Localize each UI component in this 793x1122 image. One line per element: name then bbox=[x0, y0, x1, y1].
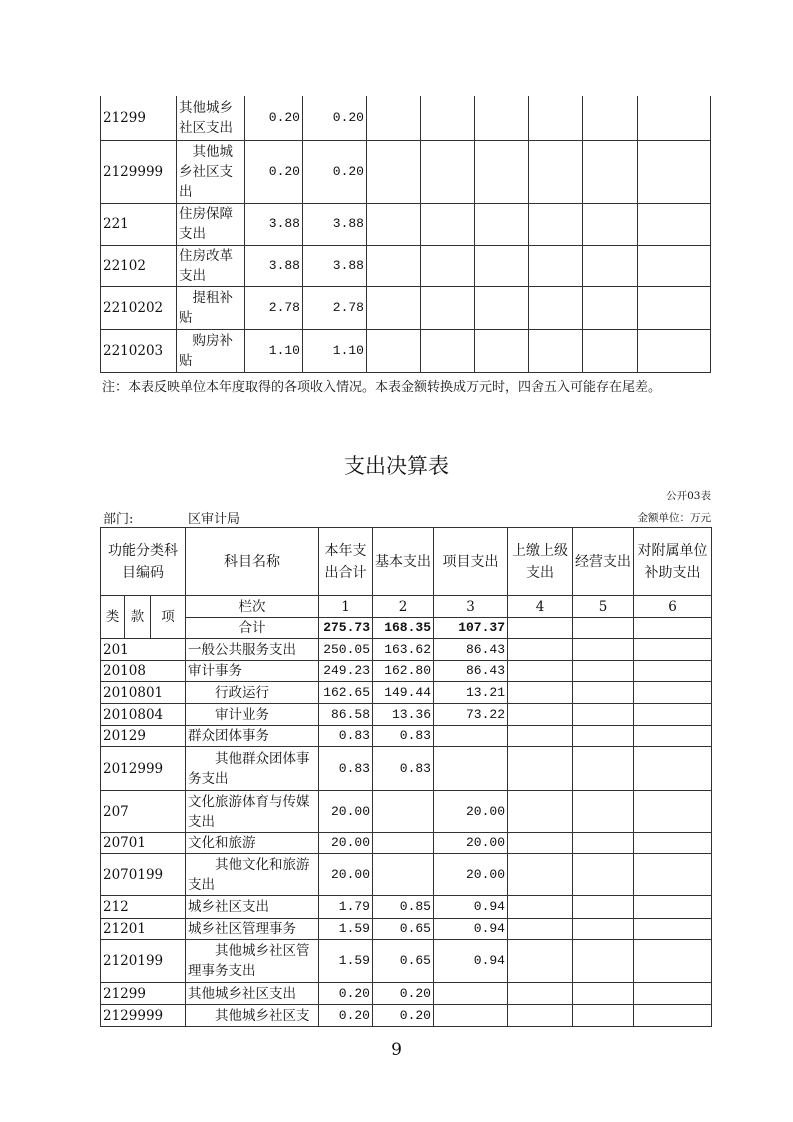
name-cell: 文化和旅游 bbox=[186, 833, 319, 854]
col-label: 栏次 bbox=[186, 596, 319, 618]
table-row bbox=[101, 726, 712, 747]
total-cell: 0.83 bbox=[319, 747, 373, 791]
empty-cell bbox=[508, 791, 573, 833]
table-row bbox=[101, 791, 712, 833]
project-cell: 0.94 bbox=[434, 896, 508, 919]
total-cell: 20.00 bbox=[319, 854, 373, 896]
total-cell: 0.83 bbox=[319, 726, 373, 747]
empty-cell bbox=[634, 919, 712, 940]
project-cell bbox=[434, 1005, 508, 1027]
name-cell: 审计事务 bbox=[186, 661, 319, 682]
empty-cell bbox=[573, 726, 634, 747]
header-project: 项目支出 bbox=[434, 528, 508, 596]
empty-cell bbox=[573, 618, 634, 639]
header-basic: 基本支出 bbox=[373, 528, 434, 596]
col-num: 1 bbox=[319, 596, 373, 618]
code-cell: 2120199 bbox=[101, 940, 186, 983]
total-cell: 1.59 bbox=[319, 919, 373, 940]
empty-cell bbox=[634, 726, 712, 747]
amount-cell: 2.78 bbox=[303, 286, 367, 329]
total-cell: 1.79 bbox=[319, 896, 373, 919]
basic-cell: 0.20 bbox=[373, 983, 434, 1005]
empty-cell bbox=[508, 940, 573, 983]
empty-cell bbox=[421, 203, 475, 245]
amount-cell: 0.20 bbox=[303, 140, 367, 203]
total-cell: 86.58 bbox=[319, 704, 373, 726]
table-row bbox=[101, 286, 711, 329]
col-num: 6 bbox=[634, 596, 712, 618]
empty-cell bbox=[421, 245, 475, 286]
header-name: 科目名称 bbox=[186, 528, 319, 596]
code-cell: 2210203 bbox=[101, 329, 177, 372]
col-num: 5 bbox=[573, 596, 634, 618]
empty-cell bbox=[573, 1005, 634, 1027]
empty-cell bbox=[508, 1005, 573, 1027]
total-cell: 1.59 bbox=[319, 940, 373, 983]
empty-cell bbox=[583, 245, 638, 286]
col-num: 4 bbox=[508, 596, 573, 618]
name-cell: 文化旅游体育与传媒支出 bbox=[186, 791, 319, 833]
name-cell: 购房补贴 bbox=[177, 329, 245, 372]
sum-basic: 168.35 bbox=[373, 618, 434, 639]
page-number: 9 bbox=[391, 1040, 402, 1060]
empty-cell bbox=[475, 140, 529, 203]
name-cell: 其他城乡社区支出 bbox=[186, 983, 319, 1005]
empty-cell bbox=[475, 329, 529, 372]
empty-cell bbox=[508, 661, 573, 682]
table-row bbox=[101, 983, 712, 1005]
page-title: 支出决算表 bbox=[344, 454, 449, 478]
project-cell bbox=[434, 983, 508, 1005]
table-row bbox=[101, 1005, 712, 1027]
total-cell: 20.00 bbox=[319, 833, 373, 854]
code-cell: 20701 bbox=[101, 833, 186, 854]
name-cell: 提租补贴 bbox=[177, 286, 245, 329]
basic-cell bbox=[373, 833, 434, 854]
project-cell: 86.43 bbox=[434, 661, 508, 682]
empty-cell bbox=[634, 618, 712, 639]
empty-cell bbox=[367, 96, 421, 140]
name-cell: 其他城乡社区支出 bbox=[177, 96, 245, 140]
empty-cell bbox=[529, 286, 583, 329]
empty-cell bbox=[475, 96, 529, 140]
code-cell: 2210202 bbox=[101, 286, 177, 329]
table-row bbox=[101, 639, 712, 661]
empty-cell bbox=[638, 245, 711, 286]
table-row bbox=[101, 96, 711, 140]
name-cell: 其他文化和旅游支出 bbox=[186, 854, 319, 896]
empty-cell bbox=[367, 140, 421, 203]
empty-cell bbox=[638, 140, 711, 203]
empty-cell bbox=[638, 203, 711, 245]
empty-cell bbox=[367, 286, 421, 329]
empty-cell bbox=[634, 1005, 712, 1027]
code-cell: 221 bbox=[101, 203, 177, 245]
project-cell: 73.22 bbox=[434, 704, 508, 726]
table-row bbox=[101, 833, 712, 854]
table-row bbox=[101, 919, 712, 940]
total-cell: 20.00 bbox=[319, 791, 373, 833]
basic-cell: 162.80 bbox=[373, 661, 434, 682]
basic-cell: 0.83 bbox=[373, 747, 434, 791]
empty-cell bbox=[529, 245, 583, 286]
empty-cell bbox=[583, 203, 638, 245]
empty-cell bbox=[634, 896, 712, 919]
basic-cell: 0.83 bbox=[373, 726, 434, 747]
basic-cell: 149.44 bbox=[373, 682, 434, 704]
basic-cell: 163.62 bbox=[373, 639, 434, 661]
empty-cell bbox=[583, 96, 638, 140]
sum-total: 275.73 bbox=[319, 618, 373, 639]
empty-cell bbox=[508, 618, 573, 639]
header-lei: 类 bbox=[101, 596, 125, 639]
empty-cell bbox=[573, 919, 634, 940]
empty-cell bbox=[634, 833, 712, 854]
empty-cell bbox=[638, 96, 711, 140]
amount-unit: 金额单位：万元 bbox=[637, 512, 711, 524]
table-row bbox=[101, 329, 711, 372]
empty-cell bbox=[475, 245, 529, 286]
empty-cell bbox=[634, 854, 712, 896]
total-cell: 0.20 bbox=[245, 96, 303, 140]
name-cell: 其他城乡社区支出 bbox=[177, 140, 245, 203]
project-cell: 20.00 bbox=[434, 854, 508, 896]
code-cell: 20129 bbox=[101, 726, 186, 747]
amount-cell: 3.88 bbox=[303, 245, 367, 286]
basic-cell: 0.85 bbox=[373, 896, 434, 919]
empty-cell bbox=[421, 286, 475, 329]
project-cell bbox=[434, 747, 508, 791]
sum-project: 107.37 bbox=[434, 618, 508, 639]
empty-cell bbox=[634, 983, 712, 1005]
name-cell: 审计业务 bbox=[186, 704, 319, 726]
empty-cell bbox=[508, 704, 573, 726]
dept-value: 区审计局 bbox=[188, 512, 241, 527]
empty-cell bbox=[583, 329, 638, 372]
empty-cell bbox=[508, 682, 573, 704]
empty-cell bbox=[529, 203, 583, 245]
amount-cell: 3.88 bbox=[303, 203, 367, 245]
empty-cell bbox=[573, 661, 634, 682]
code-cell: 21201 bbox=[101, 919, 186, 940]
table-row bbox=[101, 940, 712, 983]
empty-cell bbox=[508, 896, 573, 919]
code-cell: 2070199 bbox=[101, 854, 186, 896]
header-code: 功能分类科目编码 bbox=[101, 528, 186, 596]
empty-cell bbox=[573, 791, 634, 833]
name-cell: 住房保障支出 bbox=[177, 203, 245, 245]
empty-cell bbox=[529, 329, 583, 372]
total-cell: 249.23 bbox=[319, 661, 373, 682]
project-cell: 20.00 bbox=[434, 833, 508, 854]
name-cell: 一般公共服务支出 bbox=[186, 639, 319, 661]
empty-cell bbox=[421, 329, 475, 372]
name-cell: 住房改革支出 bbox=[177, 245, 245, 286]
empty-cell bbox=[634, 639, 712, 661]
basic-cell bbox=[373, 854, 434, 896]
expense-table bbox=[100, 527, 712, 1027]
header-kuan: 款 bbox=[125, 596, 151, 639]
code-cell: 2010804 bbox=[101, 704, 186, 726]
code-cell: 21299 bbox=[101, 96, 177, 140]
basic-cell: 0.65 bbox=[373, 940, 434, 983]
empty-cell bbox=[508, 833, 573, 854]
basic-cell: 13.36 bbox=[373, 704, 434, 726]
empty-cell bbox=[573, 747, 634, 791]
empty-cell bbox=[573, 940, 634, 983]
total-cell: 250.05 bbox=[319, 639, 373, 661]
total-cell: 0.20 bbox=[245, 140, 303, 203]
header-xiang: 项 bbox=[151, 596, 186, 639]
empty-cell bbox=[475, 286, 529, 329]
empty-cell bbox=[529, 140, 583, 203]
table-note: 注：本表反映单位本年度取得的各项收入情况。本表金额转换成万元时，四舍五入可能存在尾差。 bbox=[102, 380, 662, 395]
empty-cell bbox=[573, 704, 634, 726]
empty-cell bbox=[634, 661, 712, 682]
income-table-continued bbox=[100, 96, 711, 373]
empty-cell bbox=[634, 704, 712, 726]
empty-cell bbox=[367, 203, 421, 245]
empty-cell bbox=[634, 791, 712, 833]
empty-cell bbox=[508, 747, 573, 791]
basic-cell: 0.20 bbox=[373, 1005, 434, 1027]
empty-cell bbox=[583, 140, 638, 203]
empty-cell bbox=[583, 286, 638, 329]
form-number: 公开03表 bbox=[666, 490, 711, 502]
code-cell: 2012999 bbox=[101, 747, 186, 791]
code-cell: 2010801 bbox=[101, 682, 186, 704]
project-cell: 0.94 bbox=[434, 919, 508, 940]
code-cell: 20108 bbox=[101, 661, 186, 682]
table-row bbox=[101, 661, 712, 682]
code-cell: 21299 bbox=[101, 983, 186, 1005]
sum-label: 合计 bbox=[186, 618, 319, 639]
basic-cell: 0.65 bbox=[373, 919, 434, 940]
code-cell: 212 bbox=[101, 896, 186, 919]
name-cell: 群众团体事务 bbox=[186, 726, 319, 747]
empty-cell bbox=[634, 747, 712, 791]
code-cell: 2129999 bbox=[101, 140, 177, 203]
code-cell: 201 bbox=[101, 639, 186, 661]
empty-cell bbox=[508, 639, 573, 661]
project-cell: 20.00 bbox=[434, 791, 508, 833]
empty-cell bbox=[508, 726, 573, 747]
empty-cell bbox=[573, 682, 634, 704]
name-cell: 城乡社区支出 bbox=[186, 896, 319, 919]
table-row bbox=[101, 203, 711, 245]
project-cell: 86.43 bbox=[434, 639, 508, 661]
name-cell: 其他城乡社区支 bbox=[186, 1005, 319, 1027]
empty-cell bbox=[634, 682, 712, 704]
header-business: 经营支出 bbox=[573, 528, 634, 596]
empty-cell bbox=[367, 329, 421, 372]
empty-cell bbox=[638, 329, 711, 372]
empty-cell bbox=[573, 854, 634, 896]
code-cell: 2129999 bbox=[101, 1005, 186, 1027]
empty-cell bbox=[475, 203, 529, 245]
empty-cell bbox=[508, 919, 573, 940]
empty-cell bbox=[573, 983, 634, 1005]
total-cell: 3.88 bbox=[245, 203, 303, 245]
empty-cell bbox=[634, 940, 712, 983]
table-row bbox=[101, 682, 712, 704]
empty-cell bbox=[508, 983, 573, 1005]
empty-cell bbox=[573, 833, 634, 854]
empty-cell bbox=[638, 286, 711, 329]
empty-cell bbox=[421, 96, 475, 140]
amount-cell: 1.10 bbox=[303, 329, 367, 372]
table-row bbox=[101, 704, 712, 726]
project-cell: 0.94 bbox=[434, 940, 508, 983]
col-num: 3 bbox=[434, 596, 508, 618]
name-cell: 其他城乡社区管理事务支出 bbox=[186, 940, 319, 983]
name-cell: 行政运行 bbox=[186, 682, 319, 704]
empty-cell bbox=[529, 96, 583, 140]
name-cell: 城乡社区管理事务 bbox=[186, 919, 319, 940]
total-cell: 3.88 bbox=[245, 245, 303, 286]
dept-label: 部门: bbox=[103, 512, 134, 527]
table-row bbox=[101, 140, 711, 203]
code-cell: 22102 bbox=[101, 245, 177, 286]
empty-cell bbox=[421, 140, 475, 203]
project-cell bbox=[434, 726, 508, 747]
total-cell: 162.65 bbox=[319, 682, 373, 704]
name-cell: 其他群众团体事务支出 bbox=[186, 747, 319, 791]
header-total: 本年支出合计 bbox=[319, 528, 373, 596]
table-row bbox=[101, 854, 712, 896]
table-row bbox=[101, 896, 712, 919]
empty-cell bbox=[573, 896, 634, 919]
total-cell: 0.20 bbox=[319, 983, 373, 1005]
table-row bbox=[101, 245, 711, 286]
total-cell: 0.20 bbox=[319, 1005, 373, 1027]
code-cell: 207 bbox=[101, 791, 186, 833]
empty-cell bbox=[367, 245, 421, 286]
amount-cell: 0.20 bbox=[303, 96, 367, 140]
header-subsidiary: 对附属单位补助支出 bbox=[634, 528, 712, 596]
empty-cell bbox=[573, 639, 634, 661]
basic-cell bbox=[373, 791, 434, 833]
project-cell: 13.21 bbox=[434, 682, 508, 704]
table-row bbox=[101, 747, 712, 791]
total-cell: 2.78 bbox=[245, 286, 303, 329]
col-num: 2 bbox=[373, 596, 434, 618]
empty-cell bbox=[508, 854, 573, 896]
total-cell: 1.10 bbox=[245, 329, 303, 372]
header-upper: 上缴上级支出 bbox=[508, 528, 573, 596]
